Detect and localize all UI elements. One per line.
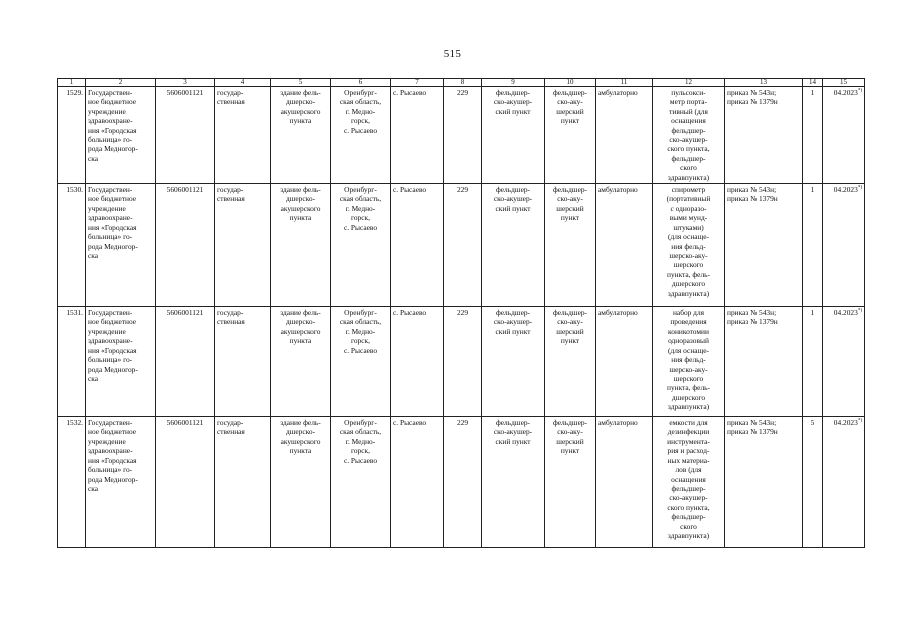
facility-type: фельдшер- ско-акушер- ский пункт [493, 418, 533, 446]
regulation-order-cell [725, 184, 803, 307]
delivery-date-cell [823, 87, 865, 184]
registry-table [57, 78, 865, 548]
column-header: 13 [725, 79, 803, 87]
column-header: 14 [803, 79, 823, 87]
ownership-form-cell [215, 87, 271, 184]
inn-code: 5606001121 [166, 88, 204, 97]
quantity: 5 [810, 418, 815, 428]
facility-type-cell [482, 87, 545, 184]
ownership-form: государ- ственная [217, 308, 245, 327]
column-header: 6 [331, 79, 391, 87]
table-row [58, 417, 865, 548]
care-condition-cell [596, 87, 653, 184]
page-number: 515 [443, 48, 462, 60]
address: Оренбург- ская область, г. Медно- горск, с. Рысаево [339, 308, 382, 355]
column-header: 12 [653, 79, 725, 87]
locality-cell [391, 87, 444, 184]
delivery-date-cell [823, 307, 865, 417]
facility-type-cell [482, 417, 545, 548]
ownership-form-cell [215, 307, 271, 417]
population-count: 229 [456, 88, 469, 97]
row-number: 1529. [66, 88, 83, 97]
address-cell [331, 417, 391, 548]
organization-name: Государствен- ное бюджетное учреждение здравоохране- ния «Городская больница» го- рода Медногор- ска [88, 185, 138, 260]
equipment-name: набор для проведения коникотомии одноразовый (для оснаще- ния фельд- шерско-аку- шерского пункта, фель- дшерского здравпункта) [667, 308, 710, 412]
table-row [58, 307, 865, 417]
quantity-cell [803, 87, 823, 184]
unit-type: фельдшер- ско-аку- шерский пункт [552, 308, 588, 346]
care-condition: амбулаторно [598, 308, 638, 318]
care-condition-cell [596, 184, 653, 307]
inn-code-cell [156, 184, 215, 307]
locality-cell [391, 417, 444, 548]
delivery-date: 04.2023 [833, 185, 858, 195]
equipment-name: емкости для дезинфекции инструмента- рия и расход- ных материа- лов (для оснащения фельдшер- ско-акушер- ского пункта, фельдшер- ского здравпункта) [667, 418, 710, 540]
equipment-name-cell [653, 184, 725, 307]
column-header: 10 [545, 79, 596, 87]
population-count: 229 [456, 418, 469, 428]
inn-code: 5606001121 [166, 308, 204, 318]
equipment-name: пульсокси- метр порта- тивный (для оснащения фельдшер- ско-акушер- ского пункта, фельдшер- ского здравпункта) [667, 88, 710, 182]
building-name: здание фель- дшерско- акушерского пункта [280, 418, 321, 456]
address-cell [331, 87, 391, 184]
column-header: 8 [444, 79, 482, 87]
row-number-cell [58, 184, 86, 307]
unit-type-cell [545, 87, 596, 184]
care-condition: амбулаторно [598, 88, 638, 97]
unit-type-cell [545, 184, 596, 307]
building-name: здание фель- дшерско- акушерского пункта [280, 88, 321, 126]
column-header: 7 [391, 79, 444, 87]
regulation-order: приказ № 543н; приказ № 1379н [727, 88, 778, 107]
locality: с. Рысаево [393, 308, 427, 318]
facility-type: фельдшер- ско-акушер- ский пункт [493, 88, 533, 116]
delivery-date: 04.2023 [833, 308, 858, 318]
delivery-date-cell [823, 417, 865, 548]
row-number-cell [58, 417, 86, 548]
footnote-mark: *) [857, 418, 862, 424]
column-header: 2 [86, 79, 156, 87]
ownership-form: государ- ственная [217, 185, 245, 204]
unit-type-cell [545, 417, 596, 548]
column-header: 15 [823, 79, 865, 87]
address: Оренбург- ская область, г. Медно- горск, с. Рысаево [339, 418, 382, 465]
regulation-order-cell [725, 417, 803, 548]
ownership-form: государ- ственная [217, 88, 245, 107]
table-row [58, 184, 865, 307]
column-number-row [58, 79, 865, 87]
population-count: 229 [456, 308, 469, 318]
building-name: здание фель- дшерско- акушерского пункта [280, 308, 321, 346]
column-header: 9 [482, 79, 545, 87]
facility-type: фельдшер- ско-акушер- ский пункт [493, 308, 533, 336]
population-count-cell [444, 417, 482, 548]
care-condition-cell [596, 307, 653, 417]
facility-type-cell [482, 307, 545, 417]
regulation-order: приказ № 543н; приказ № 1379н [727, 185, 778, 204]
ownership-form: государ- ственная [217, 418, 245, 437]
delivery-date-cell [823, 184, 865, 307]
address: Оренбург- ская область, г. Медно- горск, с. Рысаево [339, 88, 382, 135]
locality-cell [391, 307, 444, 417]
care-condition: амбулаторно [598, 185, 638, 195]
address: Оренбург- ская область, г. Медно- горск, с. Рысаево [339, 185, 382, 232]
quantity: 1 [810, 88, 815, 97]
column-header: 11 [596, 79, 653, 87]
address-cell [331, 184, 391, 307]
organization-name: Государствен- ное бюджетное учреждение здравоохране- ния «Городская больница» го- рода Медногор- ска [88, 308, 138, 383]
building-name-cell [271, 184, 331, 307]
population-count: 229 [456, 185, 469, 195]
ownership-form-cell [215, 417, 271, 548]
unit-type-cell [545, 307, 596, 417]
building-name-cell [271, 87, 331, 184]
organization-name-cell [86, 184, 156, 307]
column-header: 4 [215, 79, 271, 87]
building-name-cell [271, 307, 331, 417]
inn-code: 5606001121 [166, 418, 204, 428]
regulation-order: приказ № 543н; приказ № 1379н [727, 418, 778, 437]
address-cell [331, 307, 391, 417]
table-row [58, 87, 865, 184]
row-number-cell [58, 87, 86, 184]
ownership-form-cell [215, 184, 271, 307]
care-condition-cell [596, 417, 653, 548]
equipment-name: спирометр (портативный с одноразо- выми мунд- штуками) (для оснаще- ния фельд- шерско-аку- шерского пункта, фель- дшерского здравпункта) [666, 185, 711, 298]
locality: с. Рысаево [393, 88, 427, 97]
locality-cell [391, 184, 444, 307]
quantity-cell [803, 417, 823, 548]
organization-name-cell [86, 307, 156, 417]
organization-name: Государствен- ное бюджетное учреждение здравоохране- ния «Городская больница» го- рода Медногор- ска [88, 88, 138, 163]
locality: с. Рысаево [393, 418, 427, 428]
quantity: 1 [810, 185, 815, 195]
building-name: здание фель- дшерско- акушерского пункта [280, 185, 321, 223]
row-number: 1532. [66, 418, 83, 428]
unit-type: фельдшер- ско-аку- шерский пункт [552, 418, 588, 456]
column-header: 3 [156, 79, 215, 87]
column-header: 5 [271, 79, 331, 87]
quantity-cell [803, 184, 823, 307]
regulation-order-cell [725, 307, 803, 417]
population-count-cell [444, 307, 482, 417]
delivery-date: 04.2023 [833, 418, 858, 428]
inn-code-cell [156, 307, 215, 417]
facility-type-cell [482, 184, 545, 307]
row-number-cell [58, 307, 86, 417]
footnote-mark: *) [857, 308, 862, 314]
delivery-date: 04.2023 [833, 88, 858, 97]
row-number: 1530. [66, 185, 83, 195]
unit-type: фельдшер- ско-аку- шерский пункт [552, 185, 588, 223]
equipment-name-cell [653, 417, 725, 548]
locality: с. Рысаево [393, 185, 427, 195]
equipment-name-cell [653, 307, 725, 417]
regulation-order-cell [725, 87, 803, 184]
organization-name-cell [86, 87, 156, 184]
quantity-cell [803, 307, 823, 417]
facility-type: фельдшер- ско-акушер- ский пункт [493, 185, 533, 213]
building-name-cell [271, 417, 331, 548]
row-number: 1531. [66, 308, 83, 318]
inn-code: 5606001121 [166, 185, 204, 195]
column-header: 1 [58, 79, 86, 87]
unit-type: фельдшер- ско-аку- шерский пункт [552, 88, 588, 126]
equipment-name-cell [653, 87, 725, 184]
inn-code-cell [156, 87, 215, 184]
quantity: 1 [810, 308, 815, 318]
care-condition: амбулаторно [598, 418, 638, 428]
regulation-order: приказ № 543н; приказ № 1379н [727, 308, 778, 327]
inn-code-cell [156, 417, 215, 548]
organization-name-cell [86, 417, 156, 548]
population-count-cell [444, 184, 482, 307]
footnote-mark: *) [857, 185, 862, 191]
population-count-cell [444, 87, 482, 184]
footnote-mark: *) [857, 88, 862, 94]
organization-name: Государствен- ное бюджетное учреждение здравоохране- ния «Городская больница» го- рода Медногор- ска [88, 418, 138, 493]
